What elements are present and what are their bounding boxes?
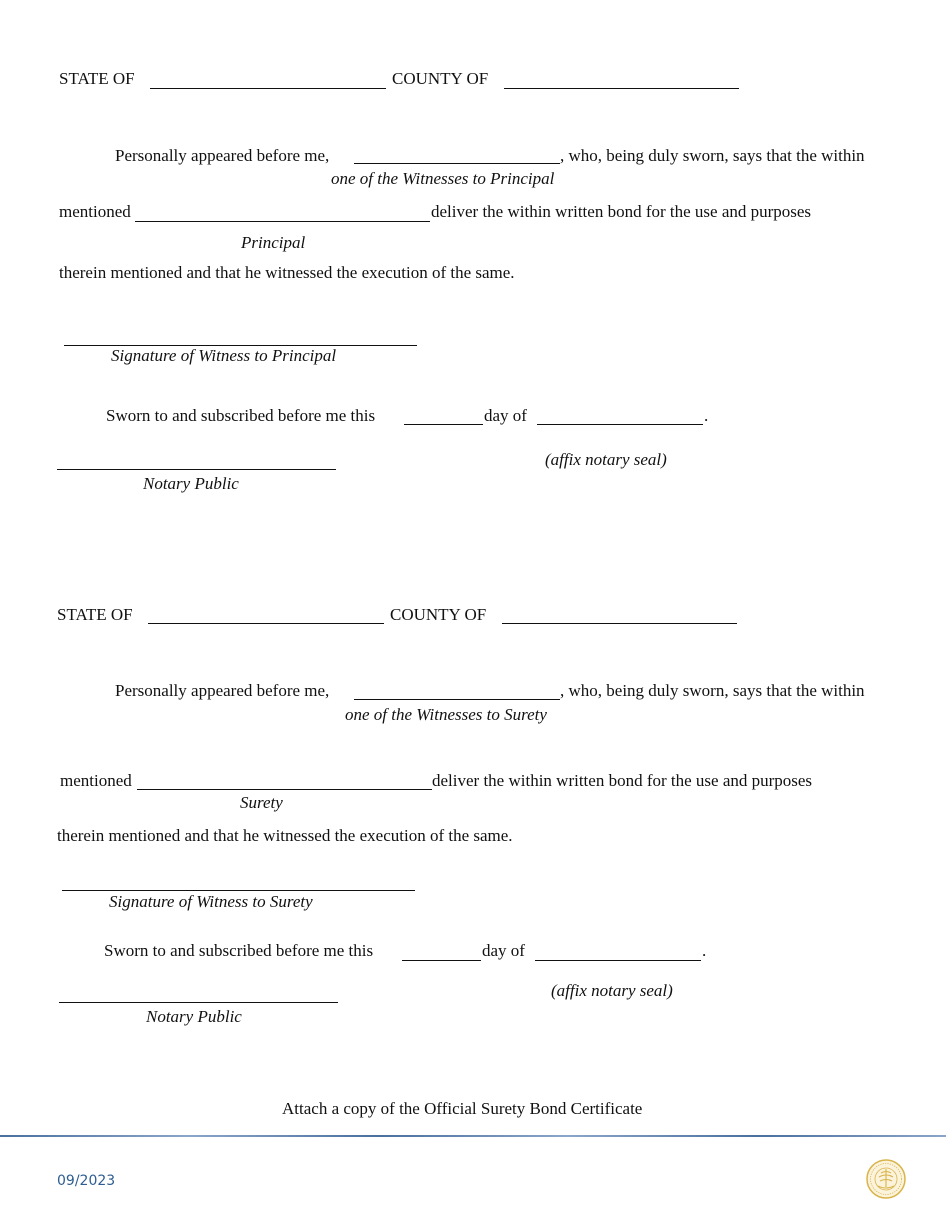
state-of-label: STATE OF [59, 69, 135, 88]
seal-note: (affix notary seal) [551, 981, 673, 1000]
witness-name-field[interactable] [354, 699, 560, 700]
day-field[interactable] [402, 960, 481, 961]
notary-caption: Notary Public [143, 474, 239, 493]
deliver-text: deliver the within written bond for the use and purposes [432, 771, 813, 790]
principal-caption: Principal [241, 233, 306, 252]
appeared-suffix: , who, being duly sworn, says that the within [560, 146, 865, 165]
appeared-prefix: Personally appeared before me, [115, 146, 330, 165]
witness-caption: one of the Witnesses to Surety [345, 705, 547, 724]
seal-note: (affix notary seal) [545, 450, 667, 469]
county-field[interactable] [504, 88, 739, 89]
principal-field[interactable] [135, 221, 430, 222]
signature-caption: Signature of Witness to Principal [111, 346, 337, 365]
appeared-suffix: , who, being duly sworn, says that the within [560, 681, 865, 700]
notary-signature-field[interactable] [59, 1002, 338, 1003]
footer-date: 09/2023 [57, 1173, 116, 1189]
witness-signature-field[interactable] [62, 890, 415, 891]
surety-field[interactable] [137, 789, 432, 790]
notary-signature-field[interactable] [57, 469, 336, 470]
signature-caption: Signature of Witness to Surety [109, 892, 313, 911]
therein-text: therein mentioned and that he witnessed the execution of the same. [57, 826, 513, 845]
attach-note: Attach a copy of the Official Surety Bond Certificate [282, 1099, 643, 1118]
period: . [702, 941, 707, 960]
state-field[interactable] [150, 88, 386, 89]
state-seal-icon [866, 1159, 906, 1199]
appeared-prefix: Personally appeared before me, [115, 681, 330, 700]
state-field[interactable] [148, 623, 384, 624]
month-field[interactable] [537, 424, 703, 425]
witness-name-field[interactable] [354, 163, 560, 164]
mentioned-label: mentioned [59, 202, 131, 221]
day-of-label: day of [484, 406, 527, 425]
day-field[interactable] [404, 424, 483, 425]
county-of-label: COUNTY OF [392, 69, 489, 88]
mentioned-label: mentioned [60, 771, 132, 790]
witness-caption: one of the Witnesses to Principal [331, 169, 555, 188]
county-field[interactable] [502, 623, 737, 624]
county-of-label: COUNTY OF [390, 605, 487, 624]
state-of-label: STATE OF [57, 605, 133, 624]
therein-text: therein mentioned and that he witnessed the execution of the same. [59, 263, 515, 282]
deliver-text: deliver the within written bond for the use and purposes [431, 202, 812, 221]
sworn-prefix: Sworn to and subscribed before me this [104, 941, 374, 960]
sworn-prefix: Sworn to and subscribed before me this [106, 406, 376, 425]
notary-caption: Notary Public [146, 1007, 242, 1026]
surety-caption: Surety [240, 793, 283, 812]
footer-divider [0, 1135, 946, 1137]
period: . [704, 406, 709, 425]
month-field[interactable] [535, 960, 701, 961]
day-of-label: day of [482, 941, 525, 960]
